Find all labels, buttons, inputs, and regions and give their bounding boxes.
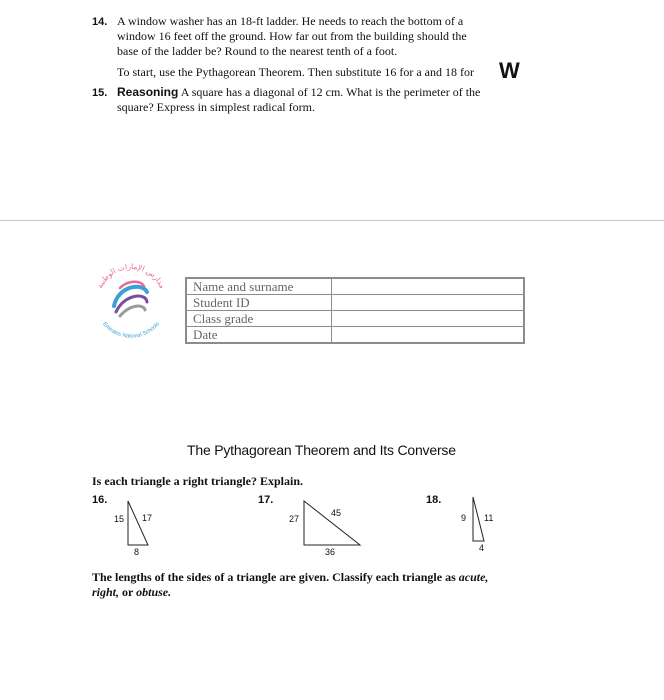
svg-text:مدارس الإمارات الوطنية bbox=[95, 262, 167, 290]
triangle-17-hypotenuse: 45 bbox=[331, 508, 342, 518]
triangle-17-figure bbox=[302, 499, 364, 547]
info-label-name: Name and surname bbox=[186, 278, 332, 295]
info-value-name[interactable] bbox=[332, 278, 525, 295]
info-row bbox=[186, 295, 524, 311]
problem-15-text bbox=[117, 85, 517, 115]
problem-15-line-2: square? Express in simplest radical form. bbox=[117, 100, 315, 114]
info-label-student-id: Student ID bbox=[186, 295, 332, 311]
triangle-16-bottom-side: 8 bbox=[134, 547, 140, 557]
prompt-or: or bbox=[119, 585, 137, 599]
prompt-classify-triangle bbox=[92, 570, 522, 600]
triangle-18-bottom-side: 4 bbox=[479, 543, 485, 553]
info-label-date: Date bbox=[186, 327, 332, 344]
triangle-18-hypotenuse: 11 bbox=[484, 513, 494, 523]
triangle-17-left-side: 27 bbox=[289, 514, 300, 524]
triangle-17-bottom-side: 36 bbox=[325, 547, 336, 557]
triangle-16-hypotenuse: 17 bbox=[142, 513, 153, 523]
problem-14-line-2: window 16 feet off the ground. How far out from the building should the bbox=[117, 29, 467, 43]
info-label-class-grade: Class grade bbox=[186, 311, 332, 327]
problem-15-number: 15. bbox=[92, 87, 108, 99]
problem-15-heading: Reasoning bbox=[117, 85, 179, 99]
w-mark: W bbox=[499, 58, 520, 83]
worksheet-title: The Pythagorean Theorem and Its Converse bbox=[187, 442, 456, 458]
triangle-16-number: 16. bbox=[92, 494, 108, 506]
problem-14-number: 14. bbox=[92, 16, 108, 28]
triangle-16-left-side: 15 bbox=[114, 514, 125, 524]
svg-text:Emirates National Schools bbox=[101, 321, 161, 340]
info-value-date[interactable] bbox=[332, 327, 525, 344]
problem-14-line-3: base of the ladder be? Round to the nearest tenth of a foot. bbox=[117, 44, 398, 58]
school-logo bbox=[90, 258, 172, 340]
page-divider bbox=[0, 220, 664, 221]
info-value-class-grade[interactable] bbox=[332, 311, 525, 327]
problem-14-hint: To start, use the Pythagorean Theorem. Then substitute 16 for a and 18 for bbox=[117, 65, 474, 79]
problem-14-line-1: A window washer has an 18-ft ladder. He needs to reach the bottom of a bbox=[117, 14, 464, 28]
prompt-classify-text: The lengths of the sides of a triangle are given. Classify each triangle as bbox=[92, 570, 459, 584]
student-info-table bbox=[185, 277, 525, 344]
problem-15-line-1-text: A square has a diagonal of 12 cm. What is the perimeter of the bbox=[180, 85, 481, 99]
option-obtuse: obtuse. bbox=[136, 585, 172, 599]
prompt-right-triangle: Is each triangle a right triangle? Explain. bbox=[92, 474, 303, 488]
info-row bbox=[186, 327, 524, 344]
logo-arabic-text: مدارس الإمارات الوطنية bbox=[94, 261, 168, 290]
option-right: right, bbox=[92, 585, 120, 599]
triangle-18-left-side: 9 bbox=[461, 513, 467, 523]
problem-15-line-1 bbox=[117, 85, 517, 100]
problem-14-text bbox=[117, 14, 517, 59]
school-logo-text bbox=[90, 258, 172, 340]
triangle-18-number: 18. bbox=[426, 494, 442, 506]
info-value-student-id[interactable] bbox=[332, 295, 525, 311]
info-row bbox=[186, 278, 524, 295]
option-acute: acute, bbox=[458, 570, 489, 584]
info-row bbox=[186, 311, 524, 327]
triangle-16-figure bbox=[126, 499, 156, 547]
triangle-17-number: 17. bbox=[258, 494, 274, 506]
logo-english-text: Emirates National Schools bbox=[101, 321, 161, 340]
